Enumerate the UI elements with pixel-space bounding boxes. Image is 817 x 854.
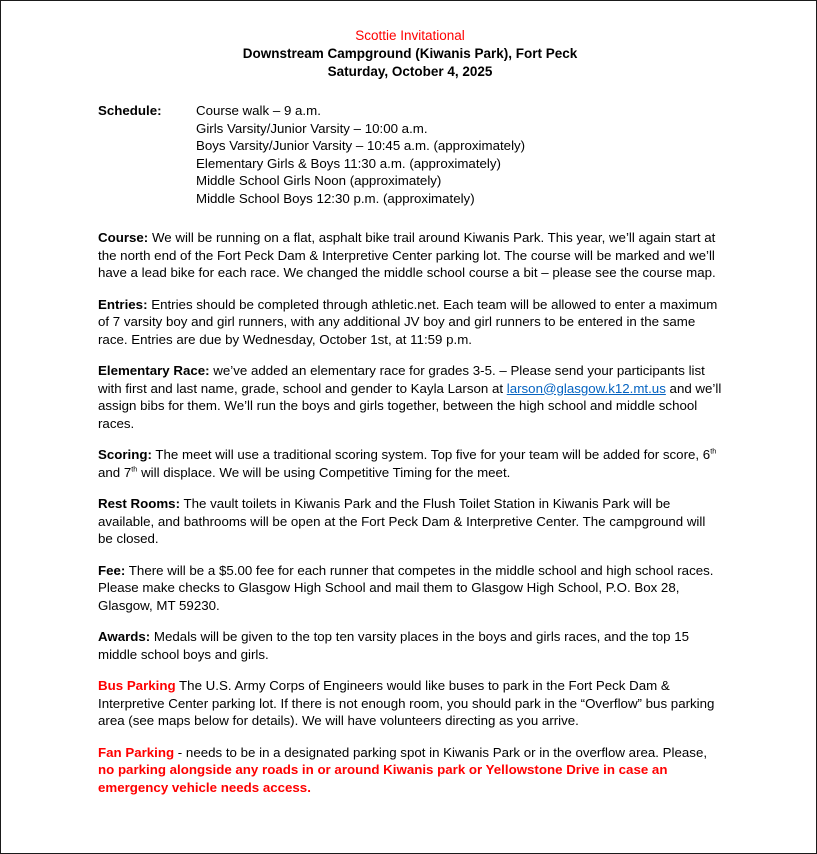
rest-rooms-text: The vault toilets in Kiwanis Park and the Flush Toilet Station in Kiwanis Park will be available, and bathrooms will be open at the Fort Peck Dam & Interpretive Center. The campground will be closed.	[98, 496, 706, 546]
bus-parking-label: Bus Parking	[98, 678, 176, 693]
fan-parking-text: - needs to be in a designated parking spot in Kiwanis Park or in the overflow area. Please,	[174, 744, 708, 760]
elementary-race-text: and we’ll assign bibs for them. We’ll run the boys and girls together, between the high school and middle school races.	[98, 380, 722, 431]
fee-section	[98, 562, 722, 615]
fan-parking-section	[98, 744, 722, 797]
schedule-item: Elementary Girls & Boys 11:30 a.m. (approximately)	[196, 155, 501, 171]
schedule-item: Girls Varsity/Junior Varsity – 10:00 a.m.	[196, 120, 428, 136]
schedule-item: Middle School Girls Noon (approximately)	[196, 173, 442, 188]
ordinal-superscript: th	[710, 446, 717, 456]
document-header	[98, 27, 722, 81]
scoring-section	[98, 446, 722, 481]
fan-parking-text: no parking alongside any roads in or around Kiwanis park or Yellowstone Drive in case an emergency vehicle needs access.	[98, 762, 668, 795]
entries-label: Entries:	[98, 296, 148, 312]
sections	[98, 229, 722, 796]
elementary-race-label: Elementary Race:	[98, 363, 210, 378]
scoring-text: The meet will use a traditional scoring system. Top five for your team will be added for score, 6	[151, 447, 711, 462]
schedule-label: Schedule:	[98, 103, 162, 118]
awards-section	[98, 628, 722, 663]
scoring-text: will displace. We will be using Competitive Timing for the meet.	[137, 464, 511, 480]
elementary-race-section	[98, 362, 722, 432]
scoring-label: Scoring:	[98, 447, 152, 462]
fee-text: There will be a $5.00 fee for each runner that competes in the middle school and high school races. Please make checks to Glasgow High School and mail them to Glasgow High School, P.O. Box 28, Glasgow, MT 59230.	[98, 562, 714, 613]
schedule-item: Course walk – 9 a.m.	[196, 103, 321, 118]
location-line: Downstream Campground (Kiwanis Park), Fort Peck	[242, 46, 578, 61]
page-title: Scottie Invitational	[355, 28, 465, 43]
schedule-items	[196, 102, 525, 207]
scoring-text: and 7	[98, 464, 132, 480]
entries-section	[98, 296, 722, 349]
schedule-item: Boys Varsity/Junior Varsity – 10:45 a.m. (approximately)	[196, 138, 526, 153]
fee-label: Fee:	[98, 562, 126, 578]
awards-text: Medals will be given to the top ten varsity places in the boys and girls races, and the top 15 middle school boys and girls.	[98, 629, 690, 662]
schedule-block	[98, 102, 722, 207]
course-label: Course:	[98, 230, 149, 245]
bus-parking-text: The U.S. Army Corps of Engineers would like buses to park in the Fort Peck Dam & Interpretive Center parking lot. If there is not enough room, you should park in the “Overflow” bus parking area (see maps below for details). We will have volunteers directing as you arrive.	[98, 678, 715, 728]
ordinal-superscript: th	[131, 464, 138, 474]
email-link[interactable]: larson@glasgow.k12.mt.us	[506, 380, 666, 396]
rest-rooms-label: Rest Rooms:	[98, 496, 181, 511]
rest-rooms-section	[98, 495, 722, 548]
bus-parking-section	[98, 677, 722, 730]
course-section	[98, 229, 722, 282]
course-text: We will be running on a flat, asphalt bike trail around Kiwanis Park. This year, we’ll again start at the north end of the Fort Peck Dam & Interpretive Center parking lot. The course will be marked and we’ll have a lead bike for each race. We changed the middle school course a bit – please see the course map.	[98, 230, 716, 280]
schedule-item: Middle School Boys 12:30 p.m. (approximately)	[196, 190, 475, 206]
elementary-race-text: we’ve added an elementary race for grades 3-5. – Please send your participants list with first and last name, grade, school and gender to Kayla Larson at	[98, 363, 705, 396]
awards-label: Awards:	[98, 629, 151, 644]
entries-text: Entries should be completed through athletic.net. Each team will be allowed to enter a maximum of 7 varsity boy and girl runners, with any additional JV boy and girl runners to be entered in the same race. Entries are due by Wednesday, October 1st, at 11:59 p.m.	[98, 296, 718, 347]
date-line: Saturday, October 4, 2025	[327, 64, 493, 79]
fan-parking-label: Fan Parking	[98, 744, 175, 760]
